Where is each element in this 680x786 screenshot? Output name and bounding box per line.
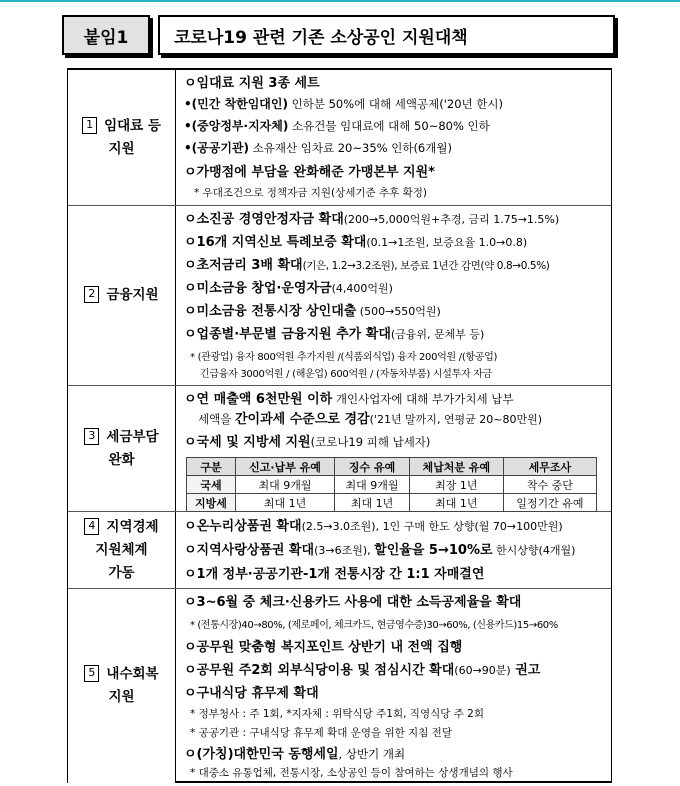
table-cell: 최대 9개월 [335, 476, 410, 494]
page-title: 코로나19 관련 기존 소상공인 지원대책 [158, 15, 615, 55]
content-line: ㅇ3~6월 중 체크·신용카드 사용에 대한 소득공제율을 확대 [184, 595, 522, 610]
section-local-economy [68, 512, 611, 589]
column-header: 세무조사 [503, 458, 596, 476]
content-line: •(공공기관) 소유재산 임차료 20~35% 인하(6개월) [184, 141, 452, 155]
column-header: 신고·납부 유예 [236, 458, 335, 476]
content-line: ㅇ16개 지역신보 특례보증 확대(0.1→1조원, 보증요율 1.0→0.8) [184, 235, 528, 250]
section-finance [68, 206, 611, 386]
content-line: ㅇ공무원 맞춤형 복지포인트 상반기 내 전액 집행 [184, 640, 463, 655]
section-number: 1 [82, 117, 97, 134]
footnote: * 정부청사 : 주 1회, *지자체 : 위탁식당 주1회, 직영식당 주 2회 [190, 708, 485, 720]
table-cell: 일정기간 유예 [503, 494, 596, 512]
section-number: 3 [84, 428, 99, 445]
content-line: ㅇ미소금융 전통시장 상인대출 (500→550억원) [184, 304, 441, 319]
section-number: 5 [84, 665, 99, 682]
section-label [68, 386, 176, 511]
top-accent-line [0, 0, 680, 2]
content-line: ㅇ(가칭)대한민국 동행세일, 상반기 개최 [184, 747, 406, 762]
section-label [68, 206, 176, 385]
content-line: ㅇ업종별·부문별 금융지원 추가 확대(금융위, 문체부 등) [184, 327, 485, 342]
section-label-line2: 완화 [108, 451, 135, 468]
section-label-line2: 지원 [108, 689, 135, 705]
section-label-line1: 지역경제 [106, 518, 159, 535]
column-header: 체납처분 유예 [409, 458, 503, 476]
footnote: * 우대조건으로 정책자금 지원(상세기준 추후 확정) [194, 187, 427, 199]
section-label-line2: 지원 [108, 140, 135, 157]
section-label-line1: 세금부담 [106, 428, 159, 445]
section-tax [68, 386, 611, 512]
table-cell: 국세 [187, 476, 236, 494]
table-row [187, 476, 597, 494]
content-line: 세액을 간이과세 수준으로 경감('21년 말까지, 연평균 20~80만원) [198, 412, 543, 427]
section-label-line1: 내수회복 [106, 666, 159, 682]
table-cell: 최대 1년 [335, 494, 410, 512]
table-header-row [187, 458, 597, 476]
footnote: * (관광업) 융자 800억원 추가지원 /(식품외식업) 융자 200억원 /(항공업) [190, 352, 498, 363]
section-label-line3: 가동 [108, 564, 135, 581]
column-header: 징수 유예 [335, 458, 410, 476]
support-measures-table [67, 68, 612, 783]
content-line: ㅇ1개 정부·공공기관-1개 전통시장 간 1:1 자매결연 [184, 567, 485, 582]
content-line: ㅇ가맹점에 부담을 완화해준 가맹본부 지원* [184, 165, 435, 180]
content-line: ㅇ국세 및 지방세 지원(코로나19 피해 납세자) [184, 435, 431, 450]
table-cell: 최대 9개월 [236, 476, 335, 494]
content-line: ㅇ지역사랑상품권 확대(3→6조원), 할인율을 5→10%로 한시상향(4개월) [184, 543, 576, 558]
content-line: •(중앙정부·지자체) 소유건물 임대료에 대해 50~80% 인하 [184, 119, 490, 133]
tax-support-table [186, 457, 597, 512]
column-header: 구분 [187, 458, 236, 476]
content-line: ㅇ임대료 지원 3종 세트 [184, 76, 320, 91]
content-line: ㅇ미소금융 창업·운영자금(4,400억원) [184, 281, 393, 296]
footnote: 긴급융자 3000억원 / (해운업) 600억원 / (자동차부품) 시설투자 자금 [200, 369, 492, 380]
content-line: ㅇ연 매출액 6천만원 이하 개인사업자에 대해 부가가치세 납부 [184, 392, 514, 407]
footnote: * (전통시장)40→80%, (제로페이, 체크카드, 현금영수증)30→60%, (신용카드)15→60% [190, 620, 558, 631]
section-number: 2 [84, 286, 99, 303]
section-label-line2: 지원체계 [95, 541, 148, 558]
section-number: 4 [84, 518, 99, 535]
content-line: ㅇ초저금리 3배 확대(기은, 1.2→3.2조원), 보증료 1년간 감면(약 0.8→0.5%) [184, 258, 550, 273]
section-label [68, 589, 176, 783]
section-label-line1: 임대료 등 [104, 117, 161, 134]
table-cell: 지방세 [187, 494, 236, 512]
table-row [187, 494, 597, 512]
attachment-tag: 붙임1 [62, 15, 150, 55]
content-line: ㅇ공무원 주2회 외부식당이용 및 점심시간 확대(60→90분) 권고 [184, 663, 541, 678]
footnote: * 대중소 유통업체, 전통시장, 소상공인 등이 참여하는 상생개념의 행사 [190, 767, 513, 779]
table-cell: 최대 1년 [409, 494, 503, 512]
footnote: * 공공기관 : 구내식당 휴무제 확대 운영을 위한 지침 전달 [190, 727, 452, 739]
section-rent [68, 70, 611, 206]
table-cell: 착수 중단 [503, 476, 596, 494]
content-line: •(민간 착한임대인) 인하분 50%에 대해 세액공제('20년 한시) [184, 97, 503, 111]
content-line: ㅇ구내식당 휴무제 확대 [184, 686, 319, 701]
section-label [68, 70, 176, 205]
section-label-line1: 금융지원 [106, 287, 159, 303]
section-label [68, 512, 176, 588]
section-domestic-demand [68, 589, 611, 783]
table-cell: 최장 1년 [409, 476, 503, 494]
content-line: ㅇ온누리상품권 확대(2.5→3.0조원), 1인 구매 한도 상향(월 70→100만원) [184, 519, 563, 534]
table-cell: 최대 1년 [236, 494, 335, 512]
content-line: ㅇ소진공 경영안정자금 확대(200→5,000억원+추경, 금리 1.75→1.5%) [184, 212, 560, 227]
